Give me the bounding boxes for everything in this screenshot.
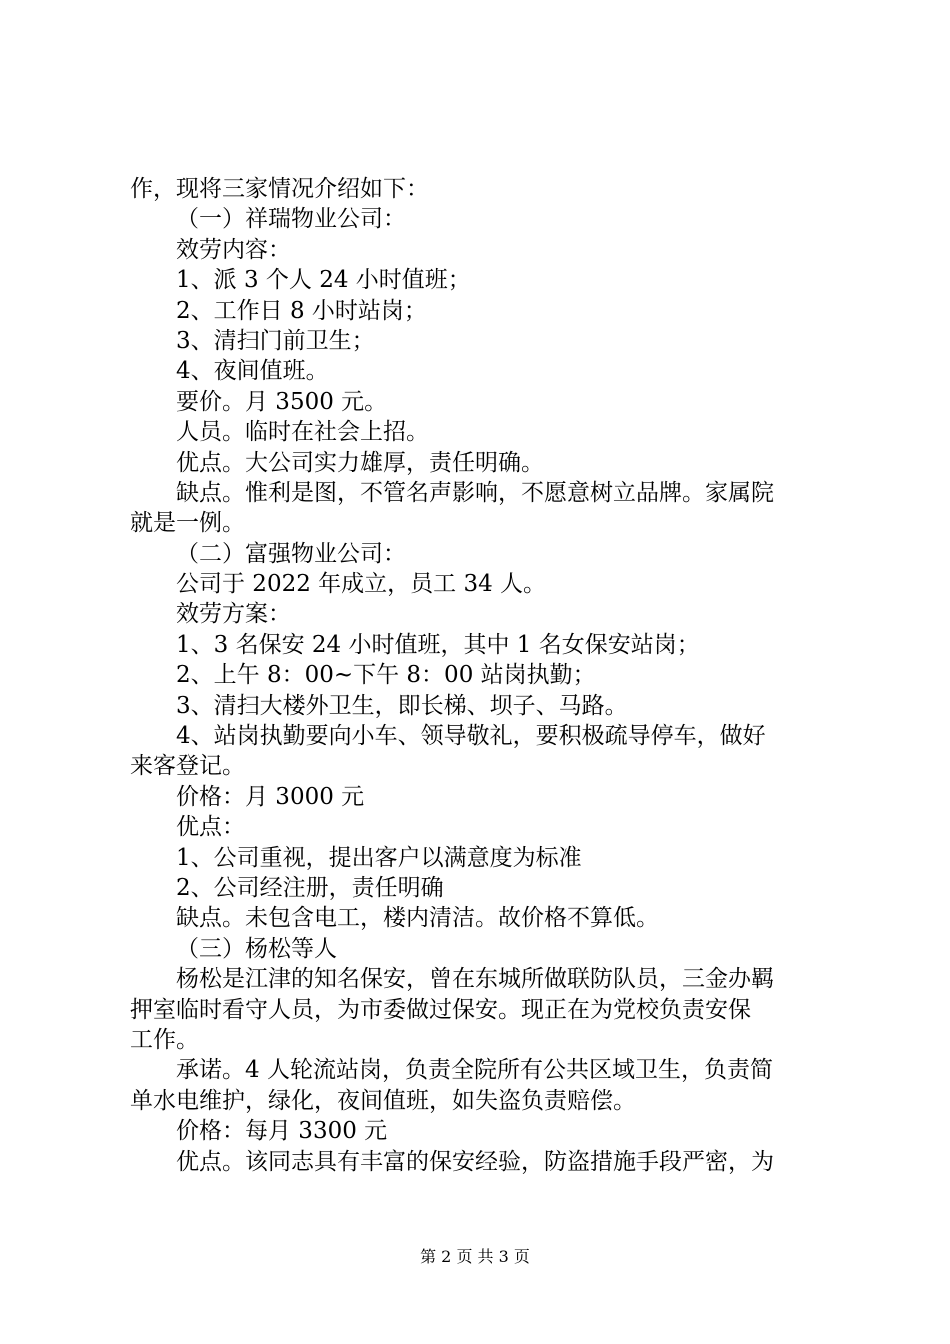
- text-line: 杨松是江津的知名保安，曾在东城所做联防队员，三金办羁: [176, 966, 774, 993]
- text-line: 2、上午 8：00~下午 8：00 站岗执勤；: [176, 662, 596, 689]
- text-line: 作，现将三家情况介绍如下：: [130, 176, 429, 202]
- text-line: 单水电维护，绿化，夜间值班，如失盗负责赔偿。: [130, 1087, 636, 1114]
- text-line: 1、派 3 个人 24 小时值班；: [176, 267, 471, 294]
- text-line: 2、工作日 8 小时站岗；: [176, 297, 427, 324]
- text-line: 人员。临时在社会上招。: [176, 419, 429, 446]
- text-line: （二）富强物业公司：: [176, 540, 406, 567]
- text-line: 缺点。惟利是图，不管名声影响，不愿意树立品牌。家属院: [176, 479, 774, 506]
- document-body: [130, 174, 836, 1177]
- text-line: 1、3 名保安 24 小时值班，其中 1 名女保安站岗；: [176, 631, 700, 658]
- text-line: 3、清扫门前卫生；: [176, 327, 375, 354]
- text-line: 押室临时看守人员，为市委做过保安。现正在为党校负责安保: [130, 996, 751, 1023]
- text-line: 价格：每月 3300 元: [176, 1118, 388, 1145]
- text-line: 4、夜间值班。: [176, 358, 329, 385]
- text-line: 4、站岗执勤要向小车、领导敬礼，要积极疏导停车，做好: [176, 723, 766, 750]
- text-line: 2、公司经注册，责任明确: [176, 874, 444, 901]
- text-line: 效劳内容：: [176, 236, 291, 263]
- text-line: 公司于 2022 年成立，员工 34 人。: [176, 571, 547, 598]
- text-line: 优点。该同志具有丰富的保安经验，防盗措施手段严密，为: [176, 1148, 774, 1175]
- page-footer: 第 2 页 共 3 页: [420, 1247, 530, 1266]
- text-line: 就是一例。: [130, 510, 245, 537]
- text-line: 承诺。4 人轮流站岗，负责全院所有公共区域卫生，负责简: [176, 1057, 773, 1084]
- text-line: 价格：月 3000 元: [176, 783, 365, 810]
- text-line: 缺点。未包含电工，楼内清洁。故价格不算低。: [176, 905, 659, 932]
- text-line: 优点。大公司实力雄厚，责任明确。: [176, 449, 544, 476]
- text-line: 3、清扫大楼外卫生，即长梯、坝子、马路。: [176, 692, 628, 719]
- text-line: 工作。: [130, 1026, 199, 1053]
- text-line: 优点：: [176, 814, 245, 841]
- text-line: 要价。月 3500 元。: [176, 388, 388, 415]
- text-line: 1、公司重视，提出客户以满意度为标准: [176, 844, 582, 871]
- text-line: 来客登记。: [130, 753, 245, 780]
- text-line: （一）祥瑞物业公司：: [176, 206, 406, 233]
- text-line: （三）杨松等人: [176, 935, 337, 962]
- text-line: 效劳方案：: [176, 601, 291, 628]
